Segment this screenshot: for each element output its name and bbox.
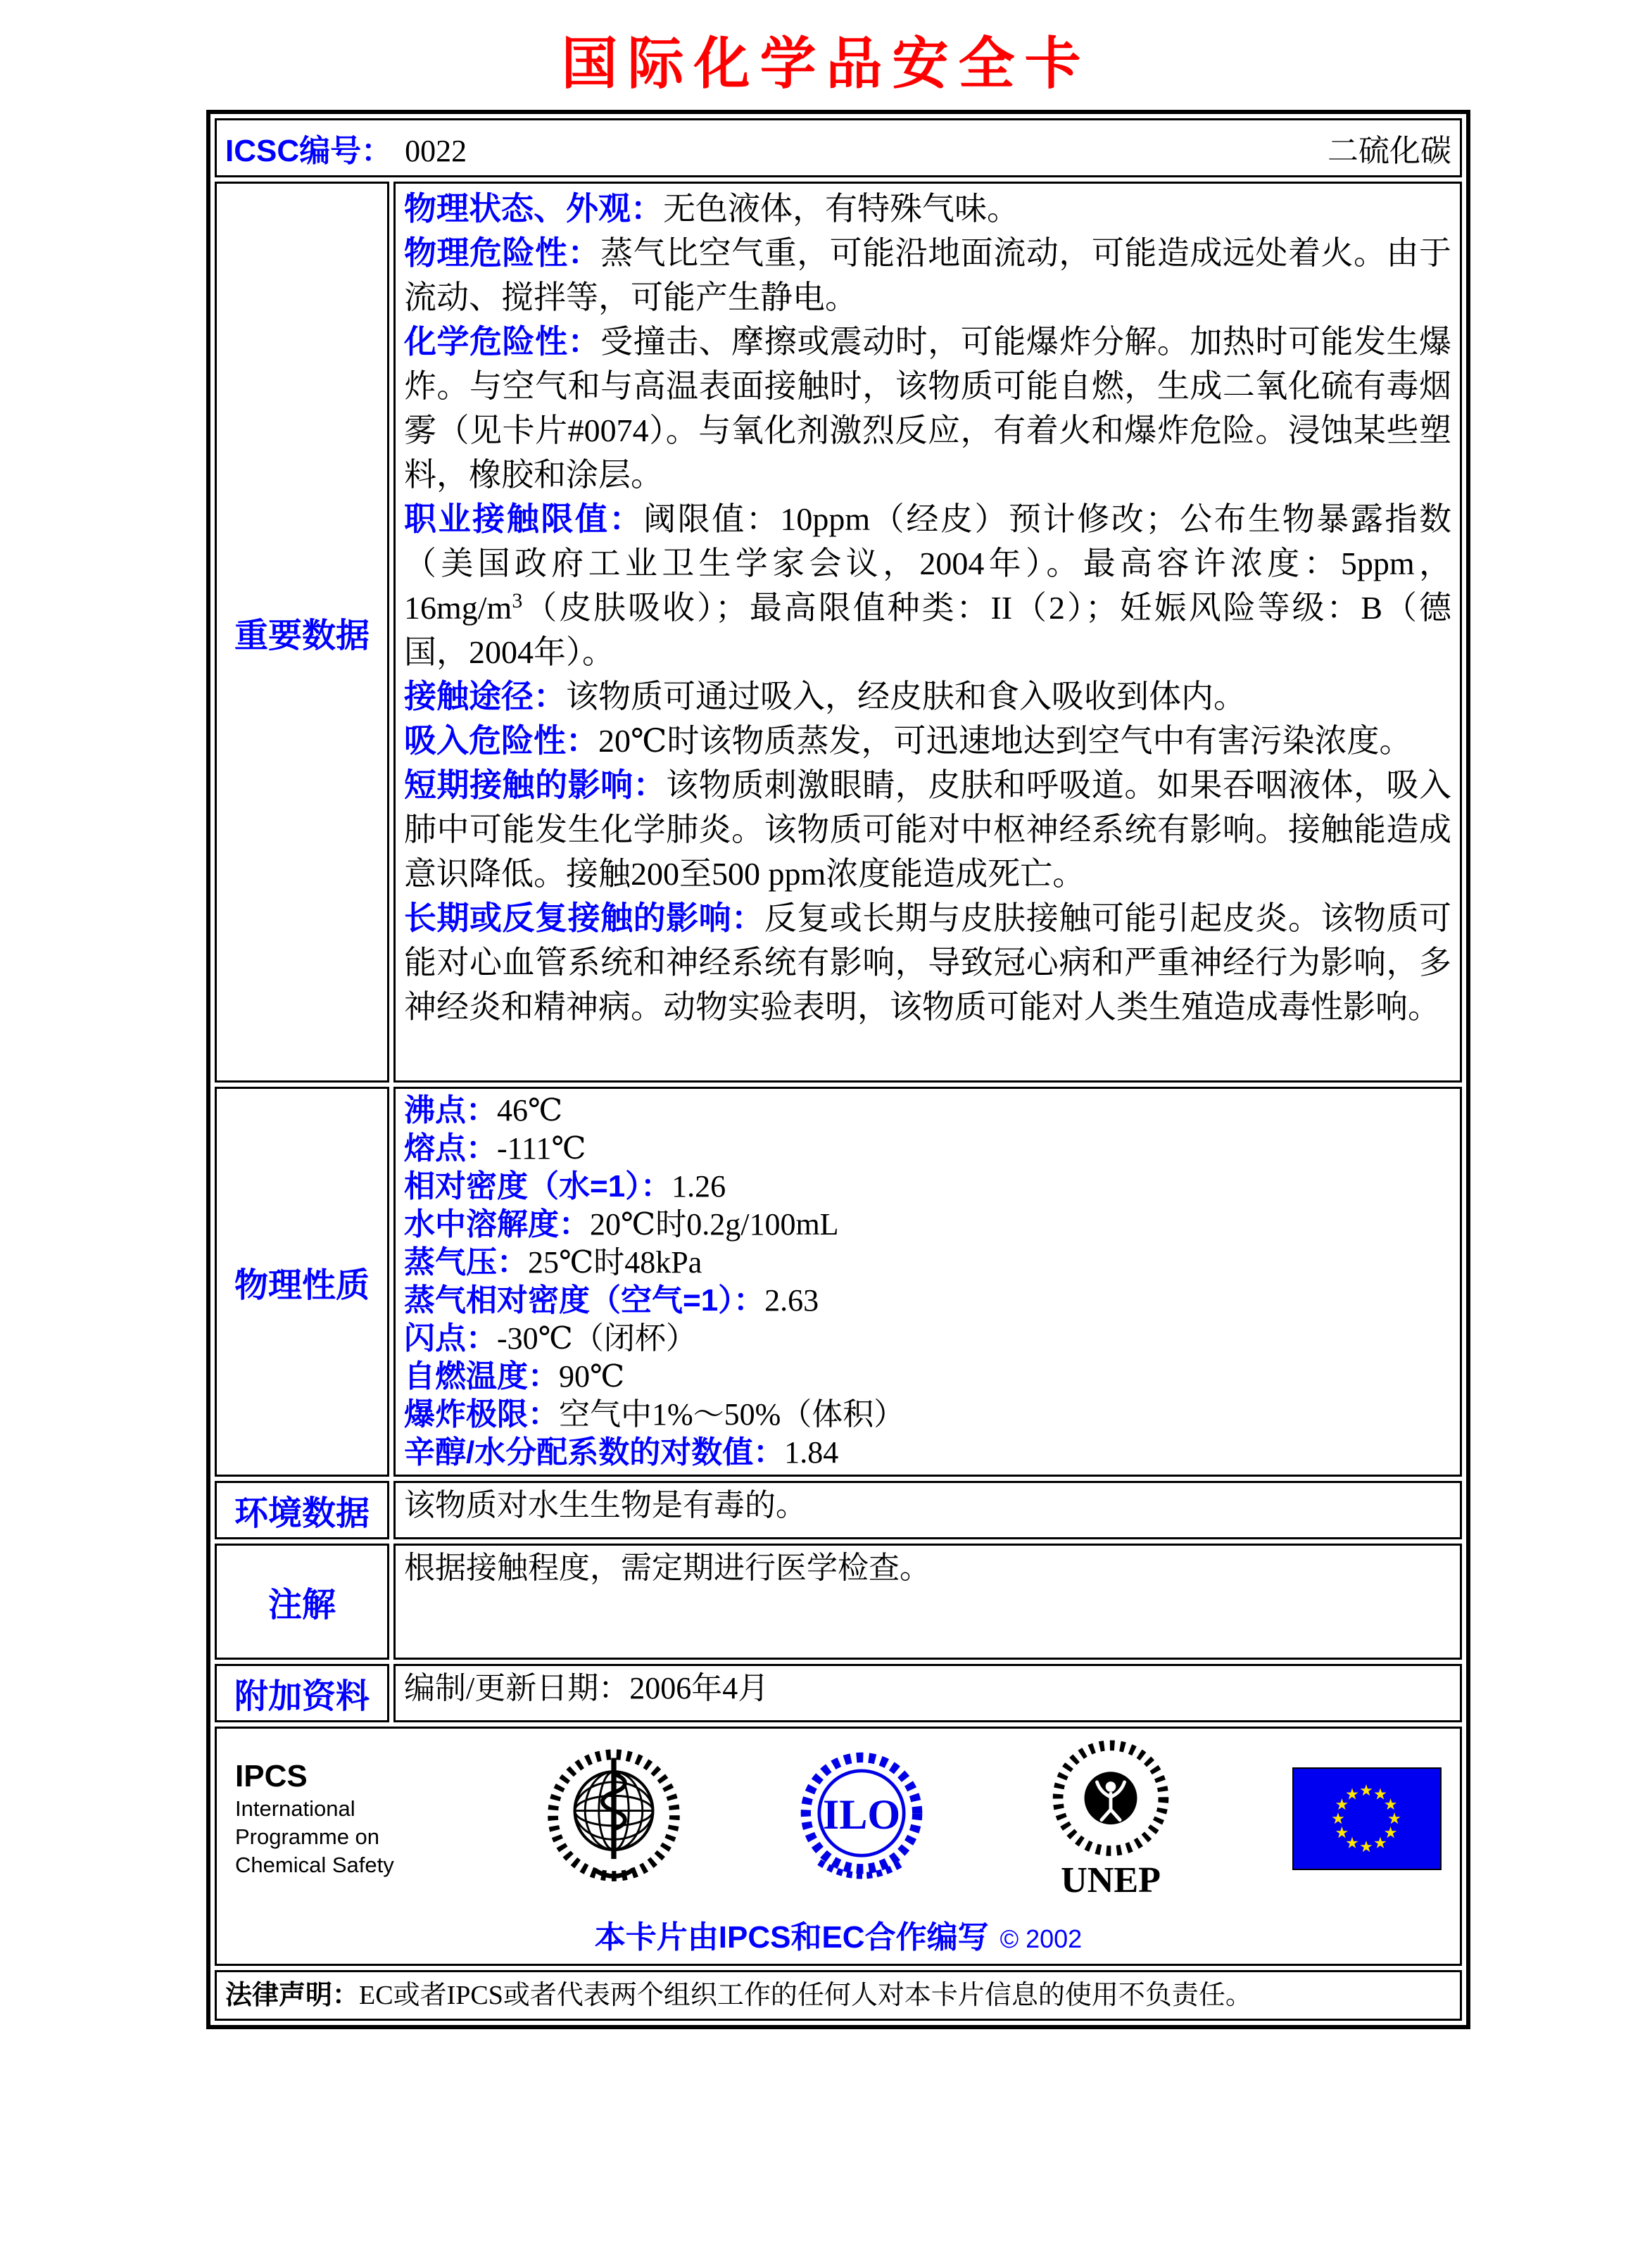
property-label: 自燃温度： [404,1359,559,1394]
physical-property-line [404,1092,1451,1130]
physical-property-line [404,1206,1451,1244]
item-label: 接触途径： [404,678,566,714]
caption-text: 本卡片由IPCS和EC合作编写 [594,1920,989,1955]
property-label: 沸点： [404,1093,497,1128]
property-value: 25℃时48kPa [528,1245,702,1280]
physical-property-line [404,1282,1451,1320]
header-row [215,118,1462,177]
environmental-data-text: 该物质对水生生物是有毒的。 [404,1488,807,1522]
unep-wordmark: UNEP [1060,1860,1161,1899]
ipcs-line-1: International [235,1796,355,1821]
environmental-data-content [393,1481,1462,1539]
property-value: 空气中1%～50%（体积） [559,1397,905,1432]
ipcs-acronym: IPCS [235,1759,308,1793]
property-label: 闪点： [404,1321,497,1356]
property-value: 2.63 [764,1283,819,1318]
legal-label: 法律声明： [225,1981,360,2010]
row-label-additional-info: 附加资料 [215,1664,389,1722]
property-value: 90℃ [559,1359,625,1394]
property-label: 熔点： [404,1131,497,1166]
physical-properties-row [215,1087,1462,1477]
important-data-item [404,674,1451,719]
physical-properties-list [404,1092,1451,1472]
item-text: 该物质刺激眼睛，皮肤和呼吸道。如果吞咽液体，吸入肺中可能发生化学肺炎。该物质可能对中枢神经系统有影响。接触能造成意识降低。接触200至500 ppm浓度能造成死亡。 [404,767,1452,892]
additional-info-content [393,1664,1462,1722]
physical-property-line [404,1358,1451,1396]
row-label-notes: 注解 [215,1544,389,1660]
important-data-item [404,763,1451,896]
item-label: 化学危险性： [404,323,601,360]
header-cell [215,118,1462,177]
legal-row [215,1970,1462,2021]
environmental-data-row [215,1481,1462,1539]
additional-info-text: 编制/更新日期：2006年4月 [404,1671,769,1705]
property-value: -111℃ [497,1131,586,1166]
important-data-content [393,182,1462,1083]
important-data-item [404,231,1451,320]
property-label: 辛醇/水分配系数的对数值： [404,1435,785,1470]
physical-property-line [404,1244,1451,1282]
important-data-item [404,719,1451,763]
logos-cell [215,1727,1462,1966]
notes-row [215,1544,1462,1660]
property-value: -30℃（闭杯） [497,1321,697,1356]
copyright-text: © 2002 [1000,1924,1083,1953]
ipcs-line-2: Programme on [235,1824,380,1849]
important-data-item [404,187,1451,231]
item-label: 职业接触限值： [404,500,644,537]
physical-property-line [404,1320,1451,1358]
chemical-name: 二硫化碳 [1328,134,1451,168]
important-data-item [404,497,1451,674]
icsc-number-label: ICSC编号： [225,134,393,168]
physical-property-line [404,1130,1451,1168]
physical-property-line [404,1396,1451,1434]
eu-flag-icon [1292,1767,1442,1870]
item-label: 物理状态、外观： [404,190,663,227]
legal-cell [215,1970,1462,2021]
property-label: 蒸气相对密度（空气=1）： [404,1283,765,1318]
item-label: 短期接触的影响： [404,766,667,803]
item-text: 受撞击、摩擦或震动时，可能爆炸分解。加热时可能发生爆炸。与空气和与高温表面接触时，该物质可能自燃，生成二氧化硫有毒烟雾（见卡片#0074）。与氧化剂激烈反应，有着火和爆炸危险。浸蚀某些塑料，橡胶和涂层。 [404,324,1452,493]
notes-content [393,1544,1462,1660]
item-text: 20℃时该物质蒸发，可迅速地达到空气中有害污染浓度。 [598,723,1412,759]
legal-text: EC或者IPCS或者代表两个组织工作的任何人对本卡片信息的使用不负责任。 [359,1981,1252,2010]
item-label: 物理危险性： [404,234,601,271]
who-logo-icon [545,1744,683,1893]
row-label-environmental-data: 环境数据 [215,1481,389,1539]
item-text: 反复或长期与皮肤接触可能引起皮炎。该物质可能对心血管系统和神经系统有影响，导致冠心病和严重神经行为影响，多神经炎和精神病。动物实验表明，该物质可能对人类生殖造成毒性影响。 [404,900,1452,1025]
cooperation-caption [231,1912,1446,1957]
important-data-row [215,182,1462,1083]
ipcs-line-3: Chemical Safety [235,1853,394,1877]
item-text: 蒸气比空气重，可能沿地面流动，可能造成远处着火。由于流动、搅拌等，可能产生静电。 [404,235,1452,315]
property-value: 1.26 [671,1169,726,1204]
physical-properties-content [393,1087,1462,1477]
physical-property-line [404,1434,1451,1472]
additional-info-row [215,1664,1462,1722]
important-data-list [404,187,1451,1029]
item-label: 长期或反复接触的影响： [404,900,764,936]
notes-text: 根据接触程度，需定期进行医学检查。 [404,1551,931,1585]
icsc-card-table [206,110,1470,2029]
property-label: 爆炸极限： [404,1397,559,1432]
logos-row [215,1727,1462,1966]
item-text: 该物质可通过吸入，经皮肤和食入吸收到体内。 [566,679,1246,714]
property-label: 蒸气压： [404,1245,528,1280]
physical-property-line [404,1168,1451,1206]
property-value: 20℃时0.2g/100mL [590,1207,839,1242]
item-text: 阈限值：10ppm（经皮）预计修改；公布生物暴露指数（美国政府工业卫生学家会议，2004年）。最高容许浓度：5ppm，$16mg/m^3$（皮肤吸收）；最高限值种类：II（2）；妊娠风险等级：B（德国，2004年）。 [404,501,1452,670]
important-data-item [404,896,1451,1029]
property-label: 水中溶解度： [404,1207,590,1242]
row-label-important-data: 重要数据 [215,182,389,1083]
unep-logo-icon [1041,1739,1180,1899]
property-label: 相对密度（水=1）： [404,1169,672,1204]
ilo-logo-icon [795,1746,928,1891]
ilo-monogram: ILO [822,1791,901,1839]
item-label: 吸入危险性： [404,722,598,759]
page-title: 国际化学品安全卡 [561,32,1091,95]
property-value: 46℃ [497,1093,563,1128]
property-value: 1.84 [784,1435,839,1470]
ipcs-wordmark [235,1758,432,1879]
item-text: 无色液体，有特殊气味。 [663,191,1019,227]
row-label-physical-properties: 物理性质 [215,1087,389,1477]
icsc-number-value: 0022 [405,134,467,168]
important-data-item [404,320,1451,497]
